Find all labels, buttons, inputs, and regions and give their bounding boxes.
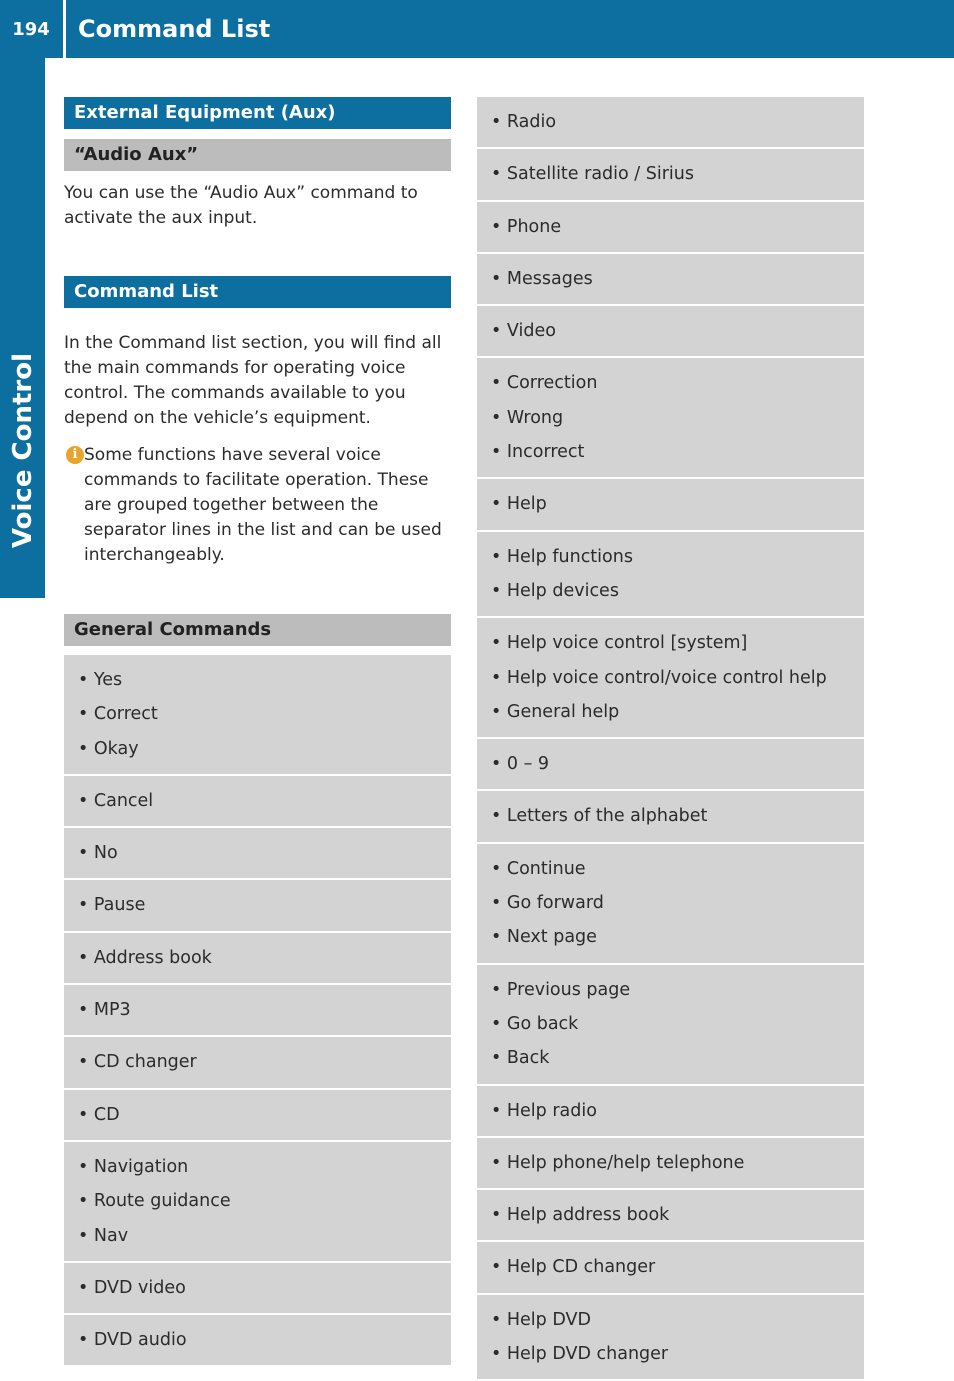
command-item: • Help voice control/voice control help [491, 667, 827, 688]
general-commands-table [64, 655, 451, 1367]
command-item: • Help radio [491, 1100, 597, 1121]
command-group [64, 1315, 451, 1367]
command-group [64, 655, 451, 776]
command-group [477, 844, 864, 965]
command-group [477, 739, 864, 791]
command-item: • Correct [78, 704, 158, 725]
subsection-heading-audio-aux: “Audio Aux” [64, 139, 451, 171]
command-item: • General help [491, 701, 620, 722]
command-group [477, 965, 864, 1086]
left-column [64, 97, 451, 1367]
command-group [477, 1138, 864, 1190]
command-item: • Go back [491, 1013, 579, 1034]
command-item: • Correction [491, 373, 598, 394]
section-heading-command-list: Command List [64, 276, 451, 308]
command-group [477, 1190, 864, 1242]
info-icon: i [66, 446, 84, 464]
command-list-paragraph: In the Command list section, you will find all the main commands for operating voice control. The commands available to you depend on the vehicle’s equipment. [64, 333, 442, 428]
command-group [477, 254, 864, 306]
command-item: • Help devices [491, 580, 619, 601]
command-item: • 0 – 9 [491, 754, 550, 775]
command-item: • Help DVD [491, 1309, 591, 1330]
header-bar [0, 0, 954, 58]
command-group [64, 1090, 451, 1142]
command-item: • Help phone/help telephone [491, 1152, 745, 1173]
command-item: • Radio [491, 112, 557, 132]
page-title: Command List [78, 15, 271, 43]
command-item: • Previous page [491, 979, 631, 1000]
command-item: • Phone [491, 216, 562, 237]
command-group [477, 149, 864, 201]
command-group [477, 1242, 864, 1294]
command-item: • Help functions [491, 546, 633, 567]
command-item: • Next page [491, 927, 597, 948]
command-item: • Route guidance [78, 1191, 231, 1212]
command-item: • Wrong [491, 407, 564, 428]
command-group [64, 933, 451, 985]
command-group [64, 1263, 451, 1315]
header-divider [63, 0, 66, 58]
command-item: • Pause [78, 895, 146, 916]
command-item: • DVD audio [78, 1330, 187, 1351]
command-group [64, 880, 451, 932]
command-item: • Yes [78, 670, 123, 690]
command-group [477, 202, 864, 254]
command-item: • Help voice control [system] [491, 633, 748, 654]
command-item: • No [78, 843, 118, 864]
command-item: • Back [491, 1048, 550, 1069]
command-item: • Address book [78, 947, 212, 968]
command-item: • Help DVD changer [491, 1344, 669, 1365]
command-group [477, 1295, 864, 1381]
command-item: • CD changer [78, 1052, 197, 1073]
command-group [477, 306, 864, 358]
command-group [477, 1086, 864, 1138]
command-item: • Okay [78, 738, 139, 759]
info-note-text: Some functions have several voice commands to facilitate operation. These are grouped together between the separator lines in the list and can be used interchangeably. [84, 445, 442, 565]
command-item: • DVD video [78, 1277, 186, 1298]
right-column [477, 97, 864, 1381]
command-item: • Nav [78, 1225, 129, 1246]
command-item: • Incorrect [491, 442, 585, 463]
command-group [64, 776, 451, 828]
command-group [64, 1142, 451, 1263]
command-item: • Satellite radio / Sirius [491, 164, 694, 185]
command-group [477, 97, 864, 149]
command-item: • Video [491, 321, 556, 342]
command-group [477, 479, 864, 531]
info-note [64, 443, 451, 568]
command-item: • Go forward [491, 893, 604, 914]
command-group [477, 618, 864, 739]
command-group [477, 532, 864, 619]
chapter-label: Voice Control [7, 352, 38, 548]
section-heading-general-commands: General Commands [64, 614, 451, 646]
command-group [64, 1037, 451, 1089]
section-heading-external-equipment: External Equipment (Aux) [64, 97, 451, 129]
general-commands-table-continued [477, 97, 864, 1381]
command-item: • Letters of the alphabet [491, 806, 708, 827]
command-item: • Continue [491, 858, 586, 879]
command-group [477, 791, 864, 843]
audio-aux-paragraph: You can use the “Audio Aux” command to activate the aux input. [64, 183, 418, 228]
command-item: • Messages [491, 268, 593, 289]
command-item: • Navigation [78, 1156, 189, 1177]
command-item: • Help CD changer [491, 1257, 656, 1278]
command-group [477, 358, 864, 479]
page-number: 194 [12, 18, 50, 40]
command-group [64, 985, 451, 1037]
command-group [64, 828, 451, 880]
command-item: • MP3 [78, 1000, 131, 1021]
command-item: • CD [78, 1104, 120, 1125]
command-item: • Help [491, 494, 547, 515]
chapter-side-tab [0, 58, 45, 598]
command-item: • Help address book [491, 1205, 670, 1226]
command-item: • Cancel [78, 790, 154, 811]
